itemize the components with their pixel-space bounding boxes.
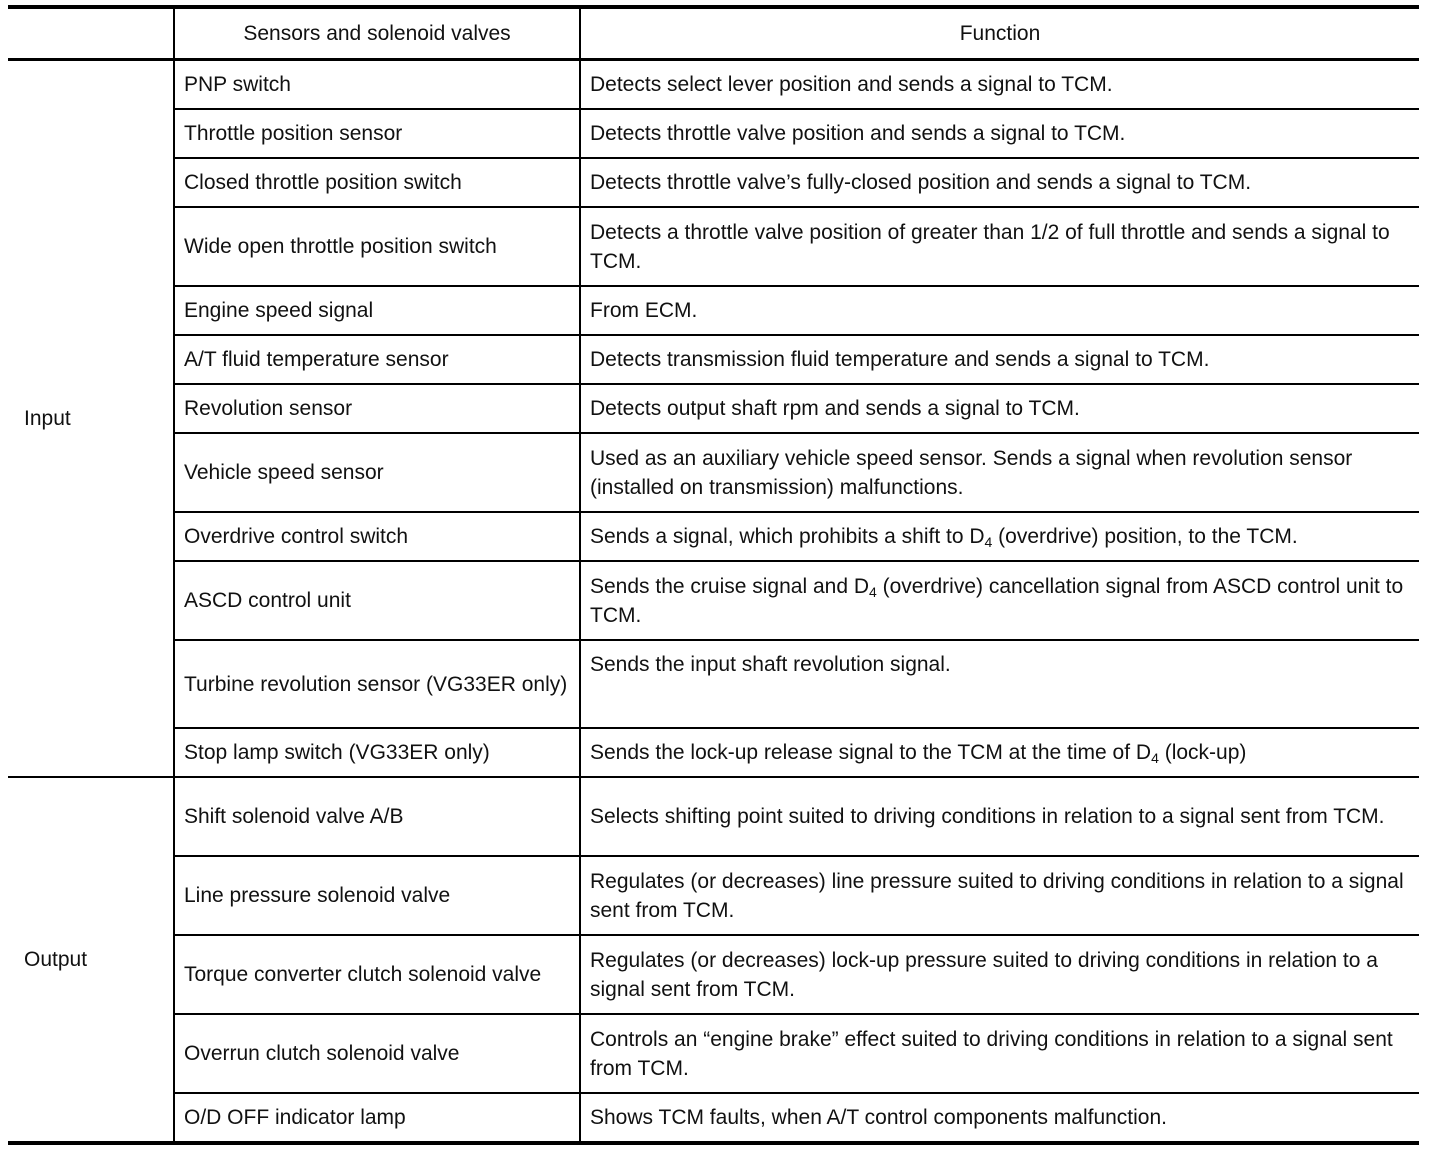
function-text: (lock-up) — [1158, 741, 1247, 764]
table-row — [8, 384, 1419, 433]
component-function: Controls an “engine brake” effect suited to driving conditions in relation to a signal sent from TCM. — [580, 1014, 1419, 1093]
component-function: Sends the input shaft revolution signal. — [580, 640, 1419, 728]
components-function-table — [8, 5, 1419, 1145]
component-function: Detects transmission fluid temperature and sends a signal to TCM. — [580, 335, 1419, 384]
subscript: 4 — [984, 534, 993, 550]
function-text: Sends a signal, which prohibits a shift to D — [590, 525, 985, 548]
table-row — [8, 109, 1419, 158]
function-text: Sends the lock-up release signal to the TCM at the time of D — [590, 741, 1152, 764]
component-function: Detects throttle valve position and sends a signal to TCM. — [580, 109, 1419, 158]
component-name: Turbine revolution sensor (VG33ER only) — [174, 640, 580, 728]
header-row — [8, 7, 1419, 60]
table-row — [8, 433, 1419, 512]
component-function: Regulates (or decreases) line pressure suited to driving conditions in relation to a signal sent from TCM. — [580, 856, 1419, 935]
component-name: Overdrive control switch — [174, 512, 580, 561]
header-blank — [8, 7, 174, 60]
header-sensors: Sensors and solenoid valves — [174, 7, 580, 60]
table-row — [8, 728, 1419, 777]
function-text: (overdrive) cancellation signal from ASCD control unit to TCM. — [590, 574, 1404, 627]
component-name: Vehicle speed sensor — [174, 433, 580, 512]
component-name: ASCD control unit — [174, 561, 580, 640]
table-row — [8, 207, 1419, 286]
table-row — [8, 286, 1419, 335]
table-row — [8, 60, 1419, 110]
component-name: Wide open throttle position switch — [174, 207, 580, 286]
component-name: A/T fluid temperature sensor — [174, 335, 580, 384]
component-function: Used as an auxiliary vehicle speed sensor. Sends a signal when revolution sensor (installed on transmission) malfunctions. — [580, 433, 1419, 512]
group-output: Output — [24, 948, 88, 971]
table-row — [8, 512, 1419, 561]
table-row — [8, 935, 1419, 1014]
component-name: Revolution sensor — [174, 384, 580, 433]
component-function: Regulates (or decreases) lock-up pressure suited to driving conditions in relation to a signal sent from TCM. — [580, 935, 1419, 1014]
document-page — [8, 5, 1419, 1145]
component-function: Detects select lever position and sends a signal to TCM. — [580, 60, 1419, 110]
component-function — [580, 512, 1419, 561]
component-function: From ECM. — [580, 286, 1419, 335]
component-name: Engine speed signal — [174, 286, 580, 335]
table-row — [8, 777, 1419, 856]
component-function: Detects a throttle valve position of greater than 1/2 of full throttle and sends a signal to TCM. — [580, 207, 1419, 286]
component-name: Stop lamp switch (VG33ER only) — [174, 728, 580, 777]
component-function: Shows TCM faults, when A/T control components malfunction. — [580, 1093, 1419, 1143]
function-text: Sends the cruise signal and D — [590, 574, 869, 598]
table-row — [8, 640, 1419, 728]
component-name: Line pressure solenoid valve — [174, 856, 580, 935]
component-name: Torque converter clutch solenoid valve — [174, 935, 580, 1014]
component-name: Throttle position sensor — [174, 109, 580, 158]
component-name: O/D OFF indicator lamp — [174, 1093, 580, 1143]
subscript: 4 — [869, 583, 877, 600]
component-function: Detects throttle valve’s fully-closed position and sends a signal to TCM. — [580, 158, 1419, 207]
component-function: Detects output shaft rpm and sends a signal to TCM. — [580, 384, 1419, 433]
table-row — [8, 856, 1419, 935]
table-row — [8, 335, 1419, 384]
component-name: Closed throttle position switch — [174, 158, 580, 207]
function-text: (overdrive) position, to the TCM. — [992, 525, 1298, 548]
component-name: Overrun clutch solenoid valve — [174, 1014, 580, 1093]
table-row — [8, 1014, 1419, 1093]
table-row — [8, 158, 1419, 207]
component-function — [580, 728, 1419, 777]
component-name: Shift solenoid valve A/B — [174, 777, 580, 856]
component-function: Selects shifting point suited to driving conditions in relation to a signal sent from TCM. — [580, 777, 1419, 856]
table-row — [8, 1093, 1419, 1143]
group-input: Input — [8, 60, 174, 778]
subscript: 4 — [1151, 750, 1159, 766]
component-name: PNP switch — [174, 60, 580, 110]
header-function: Function — [580, 7, 1419, 60]
table-row — [8, 561, 1419, 640]
component-function — [580, 561, 1419, 640]
